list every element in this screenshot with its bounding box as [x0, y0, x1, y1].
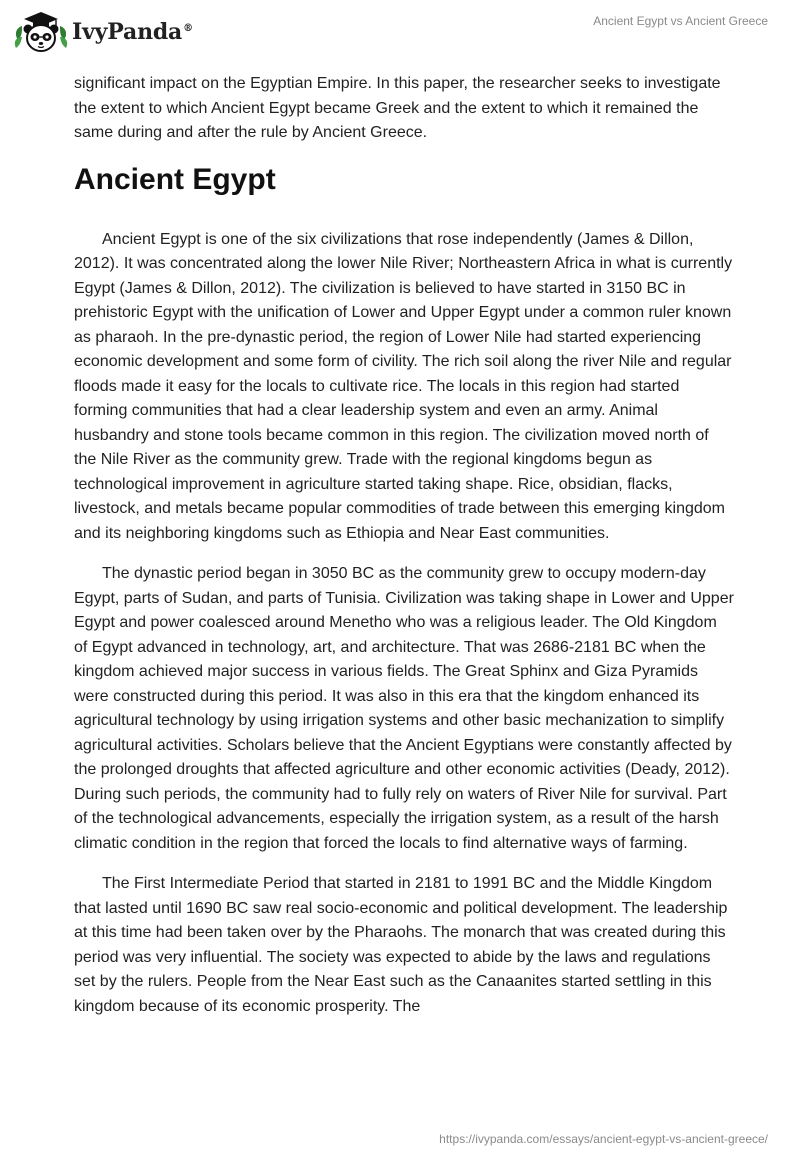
- logo-text: IvyPanda®: [72, 19, 193, 45]
- intro-paragraph: significant impact on the Egyptian Empire. In this paper, the researcher seeks to investigate the extent to which Ancient Egypt became Greek and the extent to which it remained the same during and after the rule by Ancient Greece.: [74, 75, 721, 141]
- body-paragraph-2: The dynastic period began in 3050 BC as the community grew to occupy modern-day Egypt, parts of Sudan, and parts of Tunisia. Civilization was taking shape in Lower and Upper Egypt and power coalesced around Menetho who was a religious leader. The Old Kingdom of Egypt advanced in technology, art, and architecture. That was 2686-2181 BC when the kingdom achieved major success in various fields. The Great Sphinx and Giza Pyramids were constructed during this period. It was also in this era that the kingdom enhanced its agricultural technology by using irrigation systems and other basic mechanization to simplify agricultural activities. Scholars believe that the Ancient Egyptians were constantly affected by the prolonged droughts that affected agriculture and other economic activities (Deady, 2012). During such periods, the community had to fully rely on waters of River Nile for survival. Part of the technological advancements, especially the irrigation system, as a result of the harsh climatic condition in the region that forced the locals to find alternative ways of farming.: [74, 565, 734, 852]
- source-url[interactable]: https://ivypanda.com/essays/ancient-egypt-vs-ancient-greece/: [439, 1132, 768, 1146]
- document-title: Ancient Egypt vs Ancient Greece: [593, 14, 768, 28]
- section-heading: Ancient Egypt: [74, 162, 276, 196]
- page-header: [0, 0, 800, 64]
- registered-mark: ®: [183, 22, 193, 34]
- body-paragraph-1: Ancient Egypt is one of the six civilizations that rose independently (James & Dillon, 2012). It was concentrated along the lower Nile River; Northeastern Africa in what is currently Egypt (James & Dillon, 2012). The civilization is believed to have started in 3150 BC in prehistoric Egypt with the unification of Lower and Upper Egypt under a common ruler known as pharaoh. In the pre-dynastic period, the region of Lower Nile had started experiencing economic development and some form of civility. The rich soil along the river Nile and regular floods made it easy for the locals to cultivate rice. The locals in this region had started forming communities that had a clear leadership system and even an army. Animal husbandry and stone tools became common in this region. The civilization moved north of the Nile River as the community grew. Trade with the regional kingdoms begun as technological improvement in agriculture started taking shape. Rice, obsidian, flacks, livestock, and metals became popular commodities of trade between this emerging kingdom and its neighboring kingdoms such as Ethiopia and Near East communities.: [74, 230, 733, 542]
- body-paragraph-3: The First Intermediate Period that started in 2181 to 1991 BC and the Middle Kingdom that lasted until 1690 BC saw real socio-economic and political development. The leadership at this time had been taken over by the Pharaohs. The monarch that was created during this period was very influential. The society was expected to abide by the laws and regulations set by the rulers. People from the Near East such as the Canaanites started settling in this kingdom because of its economic prosperity. The: [74, 875, 728, 1015]
- ivypanda-logo[interactable]: [14, 10, 193, 54]
- panda-graduation-cap-icon: [14, 10, 68, 54]
- article-body: [74, 72, 734, 1035]
